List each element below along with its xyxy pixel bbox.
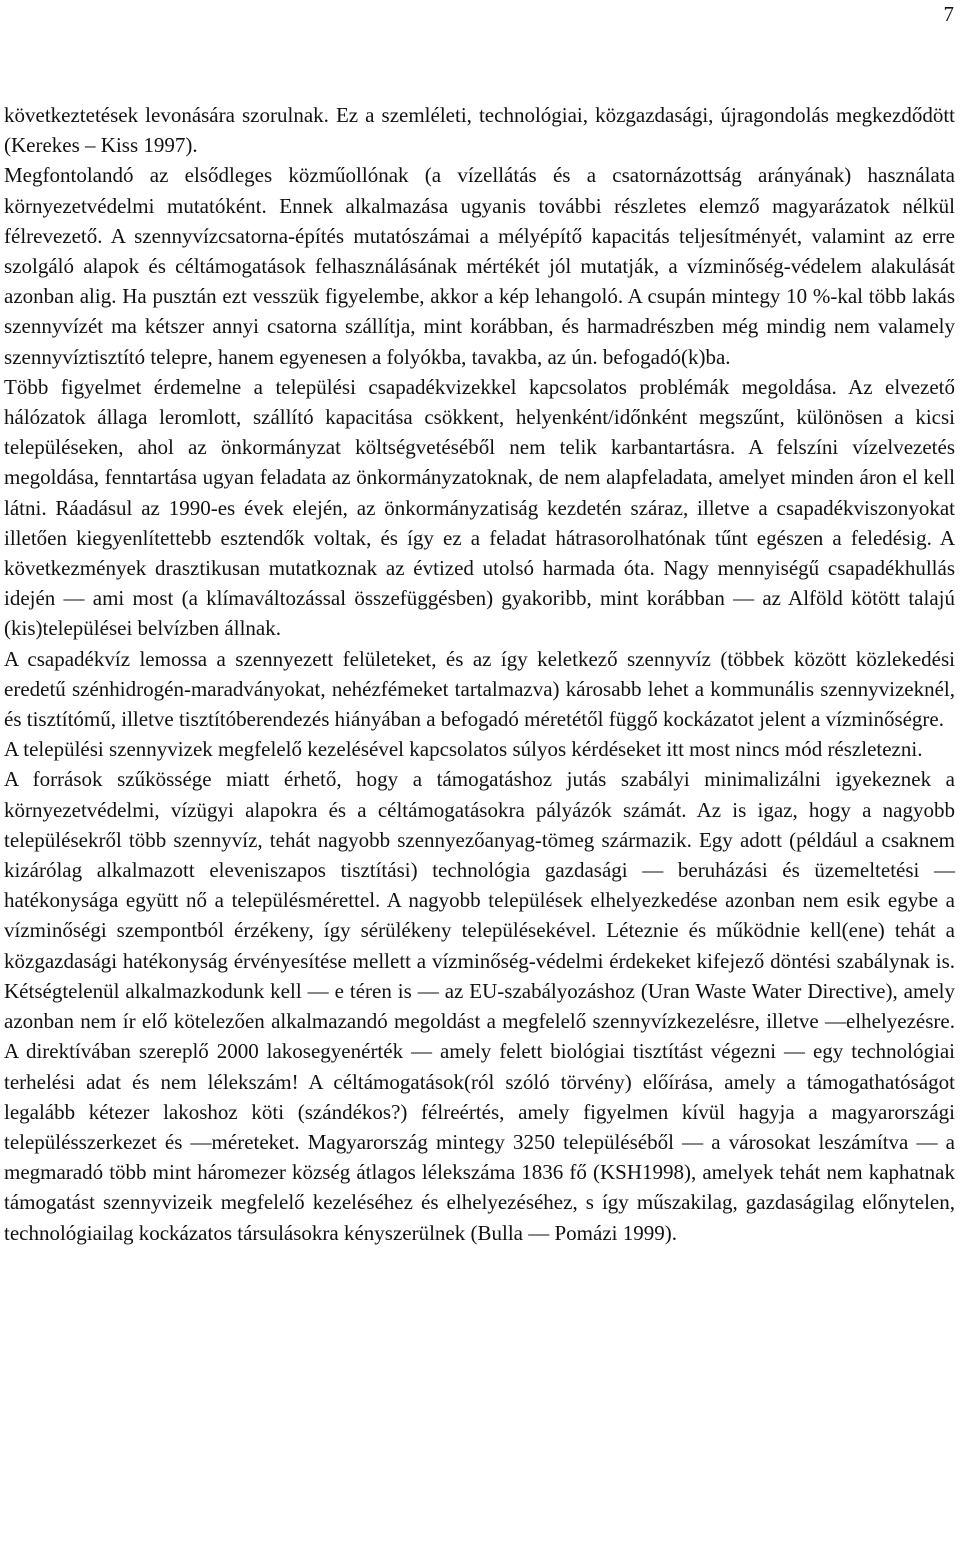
paragraph: A források szűkössége miatt érhető, hogy a támogatáshoz jutás szabályi minimalizálni igyekeznek a környezetvédelmi, vízügyi alapokra és a céltámogatásokra pályázók számát. Az is igaz, hogy a nagyobb településekről több szennyvíz, tehát nagyobb szennyezőanyag-tömeg származik. Egy adott (például a csaknem kizárólag alkalmazott eleveniszapos tisztítási) technológia gazdasági — beruházási és üzemeltetési — hatékonysága együtt nő a településmérettel. A nagyobb települések elhelyezkedése azonban nem esik egybe a vízminőségi szempontból érzékeny, így sérülékeny településekével. Léteznie és működnie kell(ene) tehát a közgazdasági hatékonyság érvényesítése mellett a vízminőség-védelmi érdekeket kifejező döntési szabálynak is. Kétségtelenül alkalmazkodunk kell — e téren is — az EU-szabályozáshoz (Uran Waste Water Directive), amely azonban nem ír elő kötelezően alkalmazandó megoldást a megfelelő szennyvízkezelésre, illetve —elhelyezésre. A direktívában szereplő 2000 lakosegyenérték — amely felett biológiai tisztítást végezni — egy technológiai terhelési adat és nem lélekszám! A céltámogatások(ról szóló törvény) előírása, amely a támogathatóságot legalább kétezer lakoshoz köti (szándékos?) félreértés, amely figyelmen kívül hagyja a magyarországi településszerkezet és —méreteket. Magyarország mintegy 3250 településéből — a városokat leszámítva — a megmaradó több mint háromezer község átlagos lélekszáma 1836 fő (KSH1998), amelyek tehát nem kaphatnak támogatást szennyvizeik megfelelő kezeléséhez és elhelyezéséhez, s így műszakilag, gazdaságilag előnytelen, technológiailag kockázatos társulásokra kényszerülnek (Bulla — Pomázi 1999). — [4, 767, 955, 1245]
body-text — [4, 100, 955, 1248]
paragraph: Megfontolandó az elsődleges közműollónak (a vízellátás és a csatornázottság arányának) használata környezetvédelmi mutatóként. Ennek alkalmazása ugyanis további részletes elemző magyarázatok nélkül félrevezető. A szennyvízcsatorna-építés mutatószámai a mélyépítő kapacitás teljesítményét, valamint az erre szolgáló alapok és céltámogatások felhasználásának mértékét jól mutatják, a vízminőség-védelem alakulását azonban alig. Ha pusztán ezt vesszük figyelembe, akkor a kép lehangoló. A csupán mintegy 10 %-kal több lakás szennyvízét ma kétszer annyi csatorna szállítja, mint korábban, és harmadrészben még mindig nem valamely szennyvíztisztító telepre, hanem egyenesen a folyókba, tavakba, az ún. befogadó(k)ba. — [4, 163, 955, 369]
paragraph: A csapadékvíz lemossa a szennyezett felületeket, és az így keletkező szennyvíz (többek között közlekedési eredetű szénhidrogén-maradványokat, nehézfémeket tartalmazva) károsabb lehet a kommunális szennyvizeknél, és tisztítómű, illetve tisztítóberendezés hiányában a befogadó méretétől függő kockázatot jelent a vízminőségre. — [4, 646, 955, 732]
page-number: 7 — [943, 2, 954, 26]
paragraph: Több figyelmet érdemelne a települési csapadékvizekkel kapcsolatos problémák megoldása. Az elvezető hálózatok állaga leromlott, szállító kapacitása csökkent, helyenként/időnként megszűnt, különösen a kicsi településeken, ahol az önkormányzat költségvetéséből nem telik karbantartásra. A felszíni vízelvezetés megoldása, fenntartása ugyan feladata az önkormányzatoknak, de nem alapfeladata, amelyet minden áron el kell látni. Ráadásul az 1990-es évek elején, az önkormányzatiság kezdetén száraz, illetve a csapadékviszonyokat illetően kiegyenlítettebb esztendők voltak, és így ez a feladat hátrasorolhatónak tűnt egészen a feledésig. A következmények drasztikusan mutatkoznak az évtized utolsó harmada óta. Nagy mennyiségű csapadékhullás idején — ami most (a klímaváltozással összefüggésben) gyakoribb, mint korábban — az Alföld kötött talajú (kis)települései belvízben állnak. — [4, 374, 955, 641]
paragraph: A települési szennyvizek megfelelő kezelésével kapcsolatos súlyos kérdéseket itt most nincs mód részletezni. — [4, 737, 923, 762]
paragraph: következtetések levonására szorulnak. Ez a szemléleti, technológiai, közgazdasági, újragondolás megkezdődött (Kerekes – Kiss 1997). — [4, 103, 955, 158]
